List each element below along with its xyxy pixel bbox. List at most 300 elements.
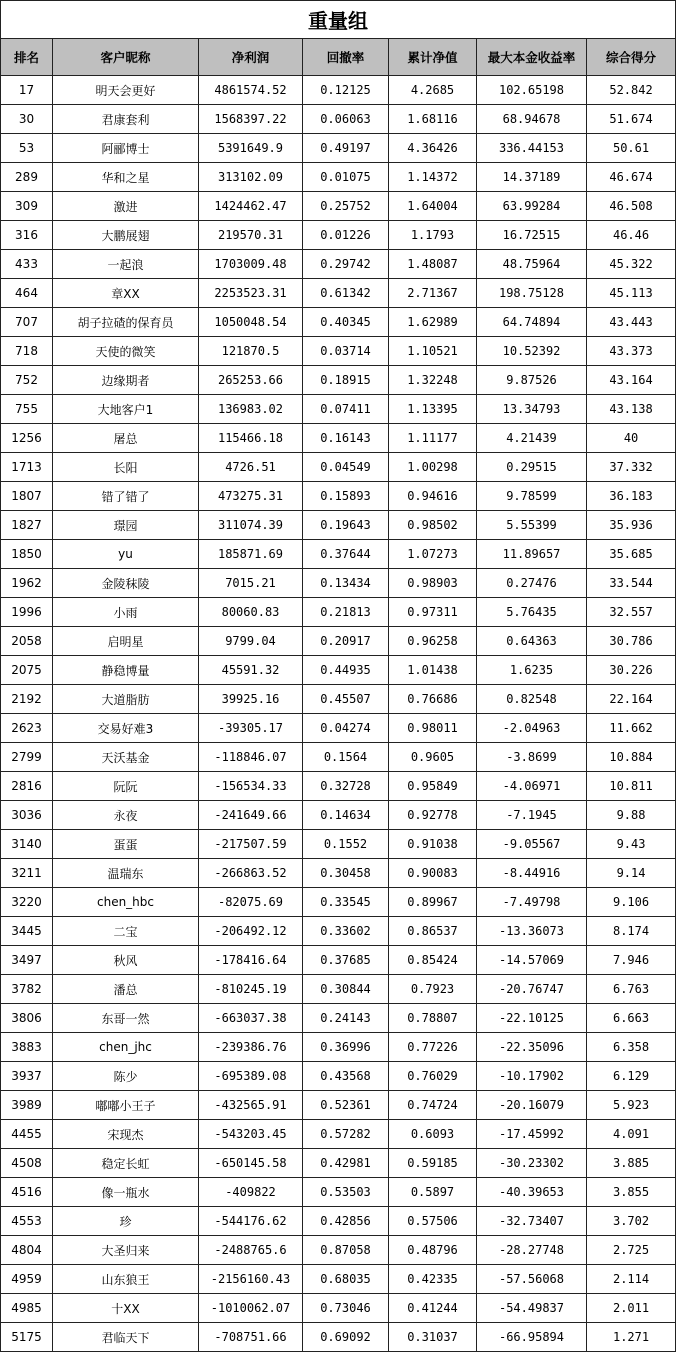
cumulative-nav-cell: 0.91038 bbox=[389, 830, 477, 859]
rank-cell: 1807 bbox=[1, 482, 53, 511]
max-return-cell: 4.21439 bbox=[477, 424, 587, 453]
score-cell: 37.332 bbox=[587, 453, 676, 482]
cumulative-nav-cell: 0.7923 bbox=[389, 975, 477, 1004]
max-return-cell: 0.29515 bbox=[477, 453, 587, 482]
table-row bbox=[1, 975, 676, 1004]
nickname-cell: 错了错了 bbox=[53, 482, 199, 511]
net-profit-cell: 1050048.54 bbox=[199, 308, 303, 337]
table-row bbox=[1, 888, 676, 917]
cumulative-nav-cell: 1.01438 bbox=[389, 656, 477, 685]
net-profit-cell: -2156160.43 bbox=[199, 1265, 303, 1294]
drawdown-cell: 0.37644 bbox=[303, 540, 389, 569]
max-return-cell: -30.23302 bbox=[477, 1149, 587, 1178]
nickname-cell: 长阳 bbox=[53, 453, 199, 482]
rank-cell: 53 bbox=[1, 134, 53, 163]
cumulative-nav-cell: 1.1793 bbox=[389, 221, 477, 250]
score-cell: 46.674 bbox=[587, 163, 676, 192]
nickname-cell: yu bbox=[53, 540, 199, 569]
nickname-cell: 东哥一然 bbox=[53, 1004, 199, 1033]
net-profit-cell: 2253523.31 bbox=[199, 279, 303, 308]
drawdown-cell: 0.25752 bbox=[303, 192, 389, 221]
cumulative-nav-cell: 0.42335 bbox=[389, 1265, 477, 1294]
score-cell: 43.164 bbox=[587, 366, 676, 395]
drawdown-cell: 0.32728 bbox=[303, 772, 389, 801]
net-profit-cell: -178416.64 bbox=[199, 946, 303, 975]
table-row bbox=[1, 308, 676, 337]
drawdown-cell: 0.57282 bbox=[303, 1120, 389, 1149]
score-cell: 10.811 bbox=[587, 772, 676, 801]
nickname-cell: 华和之星 bbox=[53, 163, 199, 192]
nickname-cell: 温瑞东 bbox=[53, 859, 199, 888]
table-row bbox=[1, 859, 676, 888]
table-row bbox=[1, 221, 676, 250]
table-row bbox=[1, 1004, 676, 1033]
max-return-cell: 64.74894 bbox=[477, 308, 587, 337]
drawdown-cell: 0.37685 bbox=[303, 946, 389, 975]
drawdown-cell: 0.03714 bbox=[303, 337, 389, 366]
net-profit-cell: -543203.45 bbox=[199, 1120, 303, 1149]
rank-cell: 316 bbox=[1, 221, 53, 250]
table-row bbox=[1, 76, 676, 105]
cumulative-nav-cell: 0.90083 bbox=[389, 859, 477, 888]
nickname-cell: 秋风 bbox=[53, 946, 199, 975]
cumulative-nav-cell: 0.78807 bbox=[389, 1004, 477, 1033]
score-cell: 2.011 bbox=[587, 1294, 676, 1323]
score-cell: 43.443 bbox=[587, 308, 676, 337]
nickname-cell: 胡子拉碴的保育员 bbox=[53, 308, 199, 337]
cumulative-nav-cell: 0.98502 bbox=[389, 511, 477, 540]
max-return-cell: -40.39653 bbox=[477, 1178, 587, 1207]
max-return-cell: 68.94678 bbox=[477, 105, 587, 134]
nickname-cell: 永夜 bbox=[53, 801, 199, 830]
score-cell: 9.14 bbox=[587, 859, 676, 888]
rank-cell: 3989 bbox=[1, 1091, 53, 1120]
net-profit-cell: 80060.83 bbox=[199, 598, 303, 627]
cumulative-nav-cell: 0.48796 bbox=[389, 1236, 477, 1265]
column-header-score: 综合得分 bbox=[587, 39, 676, 76]
drawdown-cell: 0.36996 bbox=[303, 1033, 389, 1062]
score-cell: 46.508 bbox=[587, 192, 676, 221]
rank-cell: 3782 bbox=[1, 975, 53, 1004]
nickname-cell: 嘟嘟小王子 bbox=[53, 1091, 199, 1120]
max-return-cell: -22.10125 bbox=[477, 1004, 587, 1033]
max-return-cell: 0.27476 bbox=[477, 569, 587, 598]
net-profit-cell: 185871.69 bbox=[199, 540, 303, 569]
rank-cell: 433 bbox=[1, 250, 53, 279]
drawdown-cell: 0.12125 bbox=[303, 76, 389, 105]
max-return-cell: 5.55399 bbox=[477, 511, 587, 540]
max-return-cell: -4.06971 bbox=[477, 772, 587, 801]
score-cell: 3.855 bbox=[587, 1178, 676, 1207]
cumulative-nav-cell: 0.97311 bbox=[389, 598, 477, 627]
rank-cell: 1850 bbox=[1, 540, 53, 569]
net-profit-cell: 1568397.22 bbox=[199, 105, 303, 134]
column-header-max-return: 最大本金收益率 bbox=[477, 39, 587, 76]
drawdown-cell: 0.43568 bbox=[303, 1062, 389, 1091]
rank-cell: 4455 bbox=[1, 1120, 53, 1149]
max-return-cell: 102.65198 bbox=[477, 76, 587, 105]
nickname-cell: 大地客户1 bbox=[53, 395, 199, 424]
rank-cell: 3220 bbox=[1, 888, 53, 917]
rank-cell: 3036 bbox=[1, 801, 53, 830]
score-cell: 51.674 bbox=[587, 105, 676, 134]
drawdown-cell: 0.40345 bbox=[303, 308, 389, 337]
net-profit-cell: 4861574.52 bbox=[199, 76, 303, 105]
max-return-cell: -66.95894 bbox=[477, 1323, 587, 1352]
nickname-cell: 章XX bbox=[53, 279, 199, 308]
rank-cell: 5175 bbox=[1, 1323, 53, 1352]
header-row bbox=[1, 39, 676, 76]
nickname-cell: 宋现杰 bbox=[53, 1120, 199, 1149]
cumulative-nav-cell: 1.11177 bbox=[389, 424, 477, 453]
cumulative-nav-cell: 0.92778 bbox=[389, 801, 477, 830]
score-cell: 8.174 bbox=[587, 917, 676, 946]
net-profit-cell: 7015.21 bbox=[199, 569, 303, 598]
rank-cell: 4516 bbox=[1, 1178, 53, 1207]
drawdown-cell: 0.06063 bbox=[303, 105, 389, 134]
rank-cell: 17 bbox=[1, 76, 53, 105]
cumulative-nav-cell: 0.41244 bbox=[389, 1294, 477, 1323]
net-profit-cell: -239386.76 bbox=[199, 1033, 303, 1062]
net-profit-cell: -82075.69 bbox=[199, 888, 303, 917]
net-profit-cell: 5391649.9 bbox=[199, 134, 303, 163]
cumulative-nav-cell: 0.96258 bbox=[389, 627, 477, 656]
net-profit-cell: -206492.12 bbox=[199, 917, 303, 946]
nickname-cell: 稳定长虹 bbox=[53, 1149, 199, 1178]
table-row bbox=[1, 134, 676, 163]
nickname-cell: chen_jhc bbox=[53, 1033, 199, 1062]
score-cell: 3.885 bbox=[587, 1149, 676, 1178]
cumulative-nav-cell: 1.00298 bbox=[389, 453, 477, 482]
rank-cell: 2058 bbox=[1, 627, 53, 656]
net-profit-cell: 265253.66 bbox=[199, 366, 303, 395]
rank-cell: 752 bbox=[1, 366, 53, 395]
cumulative-nav-cell: 4.2685 bbox=[389, 76, 477, 105]
table-row bbox=[1, 830, 676, 859]
net-profit-cell: -650145.58 bbox=[199, 1149, 303, 1178]
max-return-cell: 1.6235 bbox=[477, 656, 587, 685]
score-cell: 33.544 bbox=[587, 569, 676, 598]
cumulative-nav-cell: 0.86537 bbox=[389, 917, 477, 946]
score-cell: 2.114 bbox=[587, 1265, 676, 1294]
score-cell: 11.662 bbox=[587, 714, 676, 743]
column-header-cumulative-nav: 累计净值 bbox=[389, 39, 477, 76]
cumulative-nav-cell: 0.89967 bbox=[389, 888, 477, 917]
drawdown-cell: 0.18915 bbox=[303, 366, 389, 395]
max-return-cell: 0.82548 bbox=[477, 685, 587, 714]
net-profit-cell: 473275.31 bbox=[199, 482, 303, 511]
net-profit-cell: -708751.66 bbox=[199, 1323, 303, 1352]
score-cell: 35.685 bbox=[587, 540, 676, 569]
table-row bbox=[1, 656, 676, 685]
net-profit-cell: 39925.16 bbox=[199, 685, 303, 714]
table-row bbox=[1, 627, 676, 656]
cumulative-nav-cell: 0.9605 bbox=[389, 743, 477, 772]
max-return-cell: -7.1945 bbox=[477, 801, 587, 830]
drawdown-cell: 0.19643 bbox=[303, 511, 389, 540]
max-return-cell: 63.99284 bbox=[477, 192, 587, 221]
nickname-cell: 大圣归来 bbox=[53, 1236, 199, 1265]
rank-cell: 4508 bbox=[1, 1149, 53, 1178]
drawdown-cell: 0.49197 bbox=[303, 134, 389, 163]
net-profit-cell: 219570.31 bbox=[199, 221, 303, 250]
score-cell: 4.091 bbox=[587, 1120, 676, 1149]
drawdown-cell: 0.68035 bbox=[303, 1265, 389, 1294]
table-row bbox=[1, 1091, 676, 1120]
drawdown-cell: 0.14634 bbox=[303, 801, 389, 830]
cumulative-nav-cell: 0.31037 bbox=[389, 1323, 477, 1352]
score-cell: 43.373 bbox=[587, 337, 676, 366]
title-row bbox=[1, 1, 676, 39]
table-row bbox=[1, 1265, 676, 1294]
max-return-cell: 48.75964 bbox=[477, 250, 587, 279]
cumulative-nav-cell: 2.71367 bbox=[389, 279, 477, 308]
cumulative-nav-cell: 0.85424 bbox=[389, 946, 477, 975]
max-return-cell: -7.49798 bbox=[477, 888, 587, 917]
rank-cell: 1713 bbox=[1, 453, 53, 482]
nickname-cell: 天使的微笑 bbox=[53, 337, 199, 366]
table-row bbox=[1, 1323, 676, 1352]
drawdown-cell: 0.33602 bbox=[303, 917, 389, 946]
column-header-net-profit: 净利润 bbox=[199, 39, 303, 76]
rank-cell: 4804 bbox=[1, 1236, 53, 1265]
table-row bbox=[1, 163, 676, 192]
table-row bbox=[1, 569, 676, 598]
column-header-rank: 排名 bbox=[1, 39, 53, 76]
score-cell: 6.663 bbox=[587, 1004, 676, 1033]
max-return-cell: -22.35096 bbox=[477, 1033, 587, 1062]
net-profit-cell: -663037.38 bbox=[199, 1004, 303, 1033]
nickname-cell: 二宝 bbox=[53, 917, 199, 946]
net-profit-cell: 1424462.47 bbox=[199, 192, 303, 221]
score-cell: 2.725 bbox=[587, 1236, 676, 1265]
max-return-cell: -20.16079 bbox=[477, 1091, 587, 1120]
table-row bbox=[1, 1178, 676, 1207]
score-cell: 30.226 bbox=[587, 656, 676, 685]
score-cell: 9.88 bbox=[587, 801, 676, 830]
score-cell: 50.61 bbox=[587, 134, 676, 163]
table-row bbox=[1, 946, 676, 975]
net-profit-cell: 4726.51 bbox=[199, 453, 303, 482]
drawdown-cell: 0.52361 bbox=[303, 1091, 389, 1120]
drawdown-cell: 0.01226 bbox=[303, 221, 389, 250]
max-return-cell: 10.52392 bbox=[477, 337, 587, 366]
score-cell: 35.936 bbox=[587, 511, 676, 540]
table-row bbox=[1, 279, 676, 308]
drawdown-cell: 0.45507 bbox=[303, 685, 389, 714]
nickname-cell: 交易好难3 bbox=[53, 714, 199, 743]
table-row bbox=[1, 395, 676, 424]
table-row bbox=[1, 424, 676, 453]
max-return-cell: 336.44153 bbox=[477, 134, 587, 163]
nickname-cell: 陈少 bbox=[53, 1062, 199, 1091]
max-return-cell: 5.76435 bbox=[477, 598, 587, 627]
drawdown-cell: 0.44935 bbox=[303, 656, 389, 685]
table-row bbox=[1, 511, 676, 540]
score-cell: 1.271 bbox=[587, 1323, 676, 1352]
max-return-cell: -20.76747 bbox=[477, 975, 587, 1004]
score-cell: 6.763 bbox=[587, 975, 676, 1004]
score-cell: 9.43 bbox=[587, 830, 676, 859]
cumulative-nav-cell: 1.68116 bbox=[389, 105, 477, 134]
net-profit-cell: -810245.19 bbox=[199, 975, 303, 1004]
max-return-cell: -10.17902 bbox=[477, 1062, 587, 1091]
nickname-cell: 边缘期者 bbox=[53, 366, 199, 395]
rank-cell: 1256 bbox=[1, 424, 53, 453]
rank-cell: 3497 bbox=[1, 946, 53, 975]
cumulative-nav-cell: 0.95849 bbox=[389, 772, 477, 801]
table-row bbox=[1, 1207, 676, 1236]
max-return-cell: -8.44916 bbox=[477, 859, 587, 888]
nickname-cell: 静稳博量 bbox=[53, 656, 199, 685]
table-row bbox=[1, 482, 676, 511]
net-profit-cell: 136983.02 bbox=[199, 395, 303, 424]
cumulative-nav-cell: 0.98011 bbox=[389, 714, 477, 743]
max-return-cell: -32.73407 bbox=[477, 1207, 587, 1236]
table-row bbox=[1, 192, 676, 221]
score-cell: 5.923 bbox=[587, 1091, 676, 1120]
drawdown-cell: 0.24143 bbox=[303, 1004, 389, 1033]
nickname-cell: 璟园 bbox=[53, 511, 199, 540]
drawdown-cell: 0.07411 bbox=[303, 395, 389, 424]
drawdown-cell: 0.1552 bbox=[303, 830, 389, 859]
cumulative-nav-cell: 1.62989 bbox=[389, 308, 477, 337]
nickname-cell: chen_hbc bbox=[53, 888, 199, 917]
max-return-cell: -13.36073 bbox=[477, 917, 587, 946]
nickname-cell: 明天会更好 bbox=[53, 76, 199, 105]
cumulative-nav-cell: 0.77226 bbox=[389, 1033, 477, 1062]
max-return-cell: 9.87526 bbox=[477, 366, 587, 395]
drawdown-cell: 0.69092 bbox=[303, 1323, 389, 1352]
rank-cell: 4553 bbox=[1, 1207, 53, 1236]
max-return-cell: 13.34793 bbox=[477, 395, 587, 424]
score-cell: 40 bbox=[587, 424, 676, 453]
rank-cell: 755 bbox=[1, 395, 53, 424]
table-row bbox=[1, 598, 676, 627]
score-cell: 3.702 bbox=[587, 1207, 676, 1236]
max-return-cell: 0.64363 bbox=[477, 627, 587, 656]
table-row bbox=[1, 714, 676, 743]
score-cell: 6.129 bbox=[587, 1062, 676, 1091]
max-return-cell: -2.04963 bbox=[477, 714, 587, 743]
rank-cell: 3883 bbox=[1, 1033, 53, 1062]
max-return-cell: -57.56068 bbox=[477, 1265, 587, 1294]
table-row bbox=[1, 105, 676, 134]
nickname-cell: 大鹏展翅 bbox=[53, 221, 199, 250]
cumulative-nav-cell: 1.48087 bbox=[389, 250, 477, 279]
nickname-cell: 君临天下 bbox=[53, 1323, 199, 1352]
cumulative-nav-cell: 1.64004 bbox=[389, 192, 477, 221]
nickname-cell: 天沃基金 bbox=[53, 743, 199, 772]
drawdown-cell: 0.04549 bbox=[303, 453, 389, 482]
table-row bbox=[1, 337, 676, 366]
drawdown-cell: 0.20917 bbox=[303, 627, 389, 656]
drawdown-cell: 0.13434 bbox=[303, 569, 389, 598]
score-cell: 22.164 bbox=[587, 685, 676, 714]
net-profit-cell: -1010062.07 bbox=[199, 1294, 303, 1323]
nickname-cell: 十XX bbox=[53, 1294, 199, 1323]
cumulative-nav-cell: 1.07273 bbox=[389, 540, 477, 569]
nickname-cell: 小雨 bbox=[53, 598, 199, 627]
net-profit-cell: -241649.66 bbox=[199, 801, 303, 830]
table-row bbox=[1, 1236, 676, 1265]
score-cell: 43.138 bbox=[587, 395, 676, 424]
rank-cell: 30 bbox=[1, 105, 53, 134]
table-row bbox=[1, 801, 676, 830]
net-profit-cell: -156534.33 bbox=[199, 772, 303, 801]
nickname-cell: 君康套利 bbox=[53, 105, 199, 134]
cumulative-nav-cell: 0.74724 bbox=[389, 1091, 477, 1120]
score-cell: 45.113 bbox=[587, 279, 676, 308]
rank-cell: 3806 bbox=[1, 1004, 53, 1033]
drawdown-cell: 0.42981 bbox=[303, 1149, 389, 1178]
cumulative-nav-cell: 1.13395 bbox=[389, 395, 477, 424]
rank-cell: 1996 bbox=[1, 598, 53, 627]
cumulative-nav-cell: 0.76686 bbox=[389, 685, 477, 714]
max-return-cell: -17.45992 bbox=[477, 1120, 587, 1149]
nickname-cell: 山东狼王 bbox=[53, 1265, 199, 1294]
nickname-cell: 激进 bbox=[53, 192, 199, 221]
net-profit-cell: 313102.09 bbox=[199, 163, 303, 192]
column-header-drawdown: 回撤率 bbox=[303, 39, 389, 76]
max-return-cell: -14.57069 bbox=[477, 946, 587, 975]
net-profit-cell: -432565.91 bbox=[199, 1091, 303, 1120]
drawdown-cell: 0.15893 bbox=[303, 482, 389, 511]
nickname-cell: 珍 bbox=[53, 1207, 199, 1236]
drawdown-cell: 0.53503 bbox=[303, 1178, 389, 1207]
net-profit-cell: -544176.62 bbox=[199, 1207, 303, 1236]
cumulative-nav-cell: 1.32248 bbox=[389, 366, 477, 395]
rank-cell: 3937 bbox=[1, 1062, 53, 1091]
table-row bbox=[1, 366, 676, 395]
drawdown-cell: 0.87058 bbox=[303, 1236, 389, 1265]
net-profit-cell: -695389.08 bbox=[199, 1062, 303, 1091]
table-row bbox=[1, 1120, 676, 1149]
cumulative-nav-cell: 0.57506 bbox=[389, 1207, 477, 1236]
net-profit-cell: 1703009.48 bbox=[199, 250, 303, 279]
cumulative-nav-cell: 0.5897 bbox=[389, 1178, 477, 1207]
score-cell: 32.557 bbox=[587, 598, 676, 627]
table-row bbox=[1, 1062, 676, 1091]
nickname-cell: 潘总 bbox=[53, 975, 199, 1004]
rank-cell: 1962 bbox=[1, 569, 53, 598]
column-header-nickname: 客户昵称 bbox=[53, 39, 199, 76]
nickname-cell: 屠总 bbox=[53, 424, 199, 453]
table-row bbox=[1, 743, 676, 772]
nickname-cell: 蛋蛋 bbox=[53, 830, 199, 859]
nickname-cell: 大道脂肪 bbox=[53, 685, 199, 714]
net-profit-cell: 115466.18 bbox=[199, 424, 303, 453]
drawdown-cell: 0.30458 bbox=[303, 859, 389, 888]
max-return-cell: 14.37189 bbox=[477, 163, 587, 192]
rank-cell: 2816 bbox=[1, 772, 53, 801]
cumulative-nav-cell: 1.10521 bbox=[389, 337, 477, 366]
rank-cell: 4985 bbox=[1, 1294, 53, 1323]
rank-cell: 464 bbox=[1, 279, 53, 308]
net-profit-cell: -39305.17 bbox=[199, 714, 303, 743]
drawdown-cell: 0.16143 bbox=[303, 424, 389, 453]
nickname-cell: 一起浪 bbox=[53, 250, 199, 279]
net-profit-cell: -266863.52 bbox=[199, 859, 303, 888]
cumulative-nav-cell: 0.6093 bbox=[389, 1120, 477, 1149]
rank-cell: 289 bbox=[1, 163, 53, 192]
score-cell: 30.786 bbox=[587, 627, 676, 656]
table-row bbox=[1, 540, 676, 569]
table-row bbox=[1, 250, 676, 279]
max-return-cell: 198.75128 bbox=[477, 279, 587, 308]
rank-cell: 718 bbox=[1, 337, 53, 366]
score-cell: 36.183 bbox=[587, 482, 676, 511]
